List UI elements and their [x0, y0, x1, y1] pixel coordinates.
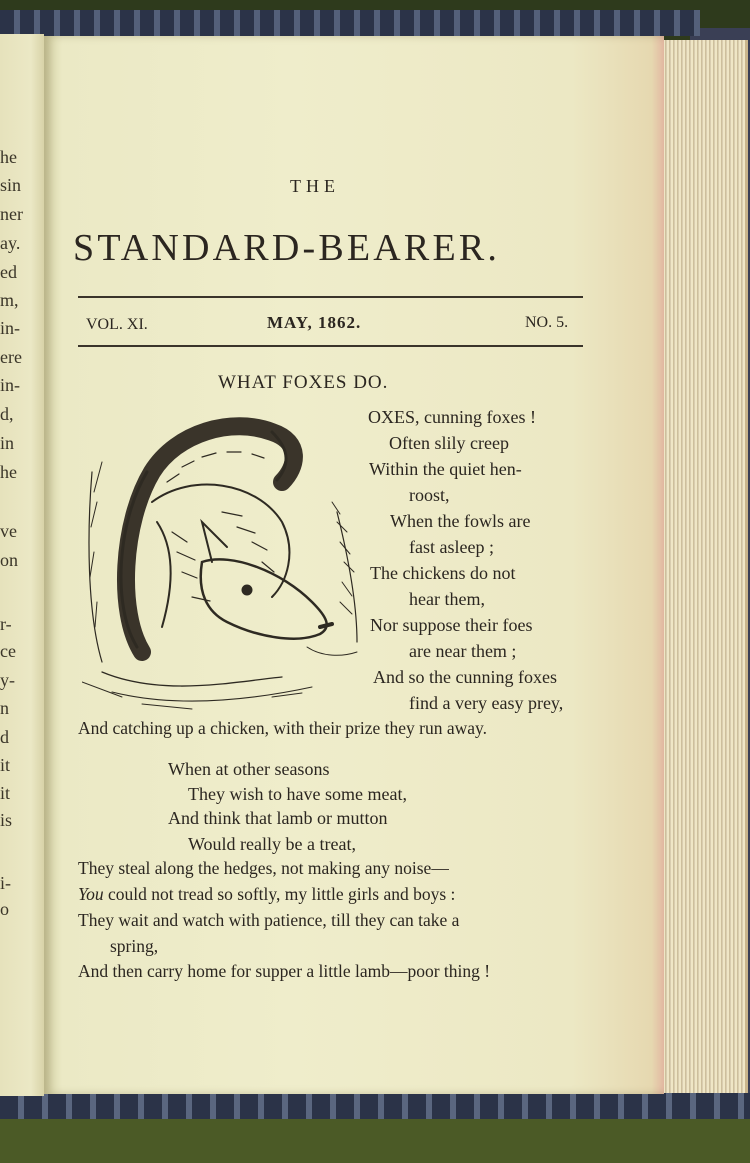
verse-line: Often slily creep: [389, 433, 509, 453]
previous-page-edge: [0, 34, 44, 1096]
verse-line: are near them ;: [409, 641, 517, 661]
prev-page-fragment: ce: [0, 641, 16, 661]
verse-line: Within the quiet hen-: [369, 459, 522, 479]
verse-line: OXES, cunning foxes !: [368, 407, 536, 427]
verse-line: find a very easy prey,: [409, 693, 564, 713]
binding-bottom: [0, 1093, 750, 1119]
prev-page-fragment: sin: [0, 175, 22, 195]
issue-number: NO. 5.: [525, 314, 569, 331]
verse-line: roost,: [409, 485, 450, 505]
prev-page-fragment: ere: [0, 347, 22, 367]
prev-page-fragment: ve: [0, 521, 17, 541]
verse-line: And think that lamb or mutton: [168, 808, 388, 828]
verse-line: fast asleep ;: [409, 537, 494, 557]
verse-line: Nor suppose their foes: [370, 615, 533, 635]
verse-line-rest: could not tread so softly, my little girls and boys :: [103, 884, 456, 904]
prev-page-fragment: in-: [0, 318, 20, 338]
verse-line: Would really be a treat,: [188, 834, 356, 854]
prev-page-fragment: r-: [0, 614, 12, 634]
prev-page-fragment: it: [0, 783, 11, 803]
prev-page-fragment: m,: [0, 290, 19, 310]
page-edges: [650, 40, 748, 1100]
verse-line: They steal along the hedges, not making any noise—: [78, 858, 449, 878]
prev-page-fragment: ed: [0, 262, 17, 282]
prev-page-fragment: is: [0, 810, 13, 830]
article-heading: WHAT FOXES DO.: [218, 372, 389, 393]
verse-line: And catching up a chicken, with their prize they run away.: [78, 718, 487, 738]
prev-page-fragment: on: [0, 550, 18, 570]
verse-line: [78, 886, 455, 904]
prev-page-fragment: o: [0, 899, 9, 919]
masthead-title: STANDARD-BEARER.: [73, 227, 501, 269]
binding-top: [0, 10, 700, 36]
verse-emphasis: You: [78, 884, 104, 904]
verse-line: When the fowls are: [390, 511, 531, 531]
issue-date: MAY, 1862.: [267, 313, 362, 332]
prev-page-fragment: d: [0, 727, 9, 747]
verse-line: They wish to have some meat,: [188, 784, 407, 804]
prev-page-fragment: ay.: [0, 233, 21, 253]
header-rule-bottom: [78, 345, 583, 347]
prev-page-fragment: in-: [0, 375, 20, 395]
fox-illustration-icon: [82, 412, 364, 717]
prev-page-fragment: in: [0, 433, 15, 453]
prev-page-fragment: d,: [0, 404, 14, 424]
verse-line: hear them,: [409, 589, 485, 609]
prev-page-fragment: he: [0, 147, 17, 167]
verse-line: They wait and watch with patience, till they can take a: [78, 910, 460, 930]
prev-page-fragment: it: [0, 755, 11, 775]
prev-page-fragment: he: [0, 462, 17, 482]
prev-page-fragment: n: [0, 698, 9, 718]
prev-page-fragment: i-: [0, 873, 11, 893]
masthead-the: THE: [290, 176, 340, 196]
verse-line: When at other seasons: [168, 759, 330, 779]
verse-line: And then carry home for supper a little lamb—poor thing !: [78, 961, 491, 981]
header-rule-top: [78, 296, 583, 298]
prev-page-fragment: ner: [0, 204, 23, 224]
verse-line: The chickens do not: [370, 563, 516, 583]
verse-line: And so the cunning foxes: [373, 667, 557, 687]
verse-line: spring,: [110, 936, 159, 956]
volume-number: VOL. XI.: [86, 316, 148, 333]
prev-page-fragment: y-: [0, 670, 15, 690]
